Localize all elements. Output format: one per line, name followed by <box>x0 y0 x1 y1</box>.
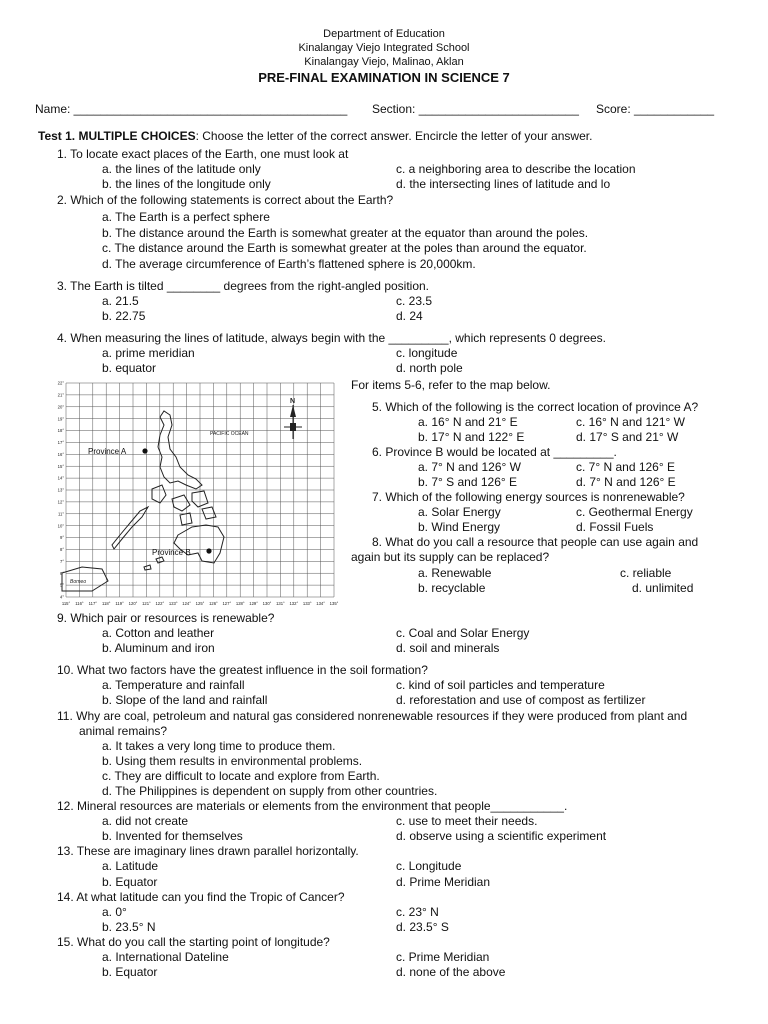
latitude-tick-label: 18° <box>57 428 64 434</box>
province-b-label: Province B <box>152 548 191 557</box>
q12-option-a[interactable]: a. did not create <box>102 814 189 828</box>
exam-title: PRE-FINAL EXAMINATION IN SCIENCE 7 <box>258 70 510 85</box>
q15-text: 15. What do you call the starting point of longitude? <box>57 935 330 949</box>
longitude-tick-label: 128° <box>235 601 245 606</box>
q9-option-a[interactable]: a. Cotton and leather <box>102 626 215 640</box>
q9-option-d[interactable]: d. soil and minerals <box>396 641 500 655</box>
luzon-island <box>158 411 202 489</box>
q3-option-c[interactable]: c. 23.5 <box>396 294 433 308</box>
score-field[interactable]: Score: ____________ <box>596 102 715 116</box>
latitude-tick-label: 8° <box>59 547 64 553</box>
q4-option-d[interactable]: d. north pole <box>396 361 463 375</box>
q10-option-b[interactable]: b. Slope of the land and rainfall <box>102 693 268 707</box>
longitude-tick-label: 135° <box>329 601 339 606</box>
q2-text: 2. Which of the following statements is correct about the Earth? <box>57 193 394 207</box>
q12-option-c[interactable]: c. use to meet their needs. <box>396 814 538 828</box>
q14-option-a[interactable]: a. 0° <box>102 905 127 919</box>
sulu-islands <box>144 557 164 570</box>
q13-option-b[interactable]: b. Equator <box>102 875 158 889</box>
province-a-label: Province A <box>88 447 127 456</box>
longitude-tick-label: 131° <box>276 601 285 606</box>
q2-option-d[interactable]: d. The average circumference of Earth’s flattened sphere is 20,000km. <box>102 257 476 271</box>
latitude-tick-label: 17° <box>57 440 64 446</box>
province-a-dot <box>142 448 147 453</box>
visayas-islands <box>172 491 216 525</box>
longitude-tick-label: 132° <box>289 601 299 606</box>
q8-option-b[interactable]: b. recyclable <box>418 581 486 595</box>
q2-option-c[interactable]: c. The distance around the Earth is somewhat greater at the poles than around the equator. <box>102 241 587 255</box>
q15-option-d[interactable]: d. none of the above <box>396 965 506 979</box>
q13-text: 13. These are imaginary lines drawn parallel horizontally. <box>57 844 359 858</box>
longitude-tick-label: 116° <box>75 601 84 606</box>
q6-text: 6. Province B would be located at _________. <box>372 445 617 459</box>
longitude-tick-label: 120° <box>128 601 138 606</box>
q7-option-c[interactable]: c. Geothermal Energy <box>576 505 693 519</box>
q3-option-b[interactable]: b. 22.75 <box>102 309 146 323</box>
longitude-tick-labels <box>62 601 339 606</box>
palawan-island <box>112 507 148 549</box>
q9-option-c[interactable]: c. Coal and Solar Energy <box>396 626 530 640</box>
q1-option-b[interactable]: b. the lines of the longitude only <box>102 177 271 191</box>
q4-option-a[interactable]: a. prime meridian <box>102 346 195 360</box>
q14-option-c[interactable]: c. 23° N <box>396 905 439 919</box>
q7-text: 7. Which of the following energy sources is nonrenewable? <box>372 490 685 504</box>
q2-option-b[interactable]: b. The distance around the Earth is somewhat greater at the equator than around the poles. <box>102 226 589 240</box>
q10-text: 10. What two factors have the greatest influence in the soil formation? <box>57 663 428 677</box>
longitude-tick-label: 118° <box>102 601 111 606</box>
q10-option-c[interactable]: c. kind of soil particles and temperature <box>396 678 605 692</box>
longitude-tick-label: 129° <box>249 601 258 606</box>
q13-option-a[interactable]: a. Latitude <box>102 859 159 873</box>
name-field[interactable]: Name: _________________________________________ <box>35 102 348 116</box>
q15-option-a[interactable]: a. International Dateline <box>102 950 229 964</box>
q12-text: 12. Mineral resources are materials or elements from the environment that people___________. <box>57 799 568 813</box>
q11-option-d[interactable]: d. The Philippines is dependent on supply from other countries. <box>102 784 438 798</box>
q3-text: 3. The Earth is tilted ________ degrees from the right-angled position. <box>57 279 430 293</box>
q11-option-b[interactable]: b. Using them results in environmental problems. <box>102 754 363 768</box>
q13-option-c[interactable]: c. Longitude <box>396 859 462 873</box>
longitude-tick-label: 130° <box>262 601 272 606</box>
q8-option-a[interactable]: a. Renewable <box>418 566 492 580</box>
test1-instruction: : Choose the letter of the correct answer. Encircle the letter of your answer. <box>195 129 593 143</box>
q5-option-a[interactable]: a. 16° N and 21° E <box>418 415 518 429</box>
latitude-tick-label: 6° <box>59 570 64 576</box>
school-name: Kinalangay Viejo Integrated School <box>298 42 470 54</box>
test1-label: Test 1. MULTIPLE CHOICES <box>38 129 196 143</box>
q11-text-line1: 11. Why are coal, petroleum and natural gas considered nonrenewable resources if they were produced from plant and <box>57 709 688 723</box>
q15-option-b[interactable]: b. Equator <box>102 965 158 979</box>
mindanao-island <box>174 525 224 563</box>
q14-text: 14. At what latitude can you find the Tropic of Cancer? <box>57 890 345 904</box>
q3-option-d[interactable]: d. 24 <box>396 309 423 323</box>
q10-option-d[interactable]: d. reforestation and use of compost as fertilizer <box>396 693 646 707</box>
longitude-tick-label: 122° <box>155 601 165 606</box>
q7-option-a[interactable]: a. Solar Energy <box>418 505 501 519</box>
q11-text-line2: animal remains? <box>79 724 168 738</box>
q8-text-line2: again but its supply can be replaced? <box>351 550 550 564</box>
longitude-tick-label: 121° <box>142 601 151 606</box>
q4-option-c[interactable]: c. longitude <box>396 346 458 360</box>
longitude-tick-label: 133° <box>302 601 312 606</box>
q11-option-a[interactable]: a. It takes a very long time to produce them. <box>102 739 336 753</box>
province-b-dot <box>206 548 211 553</box>
latitude-tick-label: 14° <box>57 475 64 481</box>
q6-option-d[interactable]: d. 7° N and 126° E <box>576 475 676 489</box>
longitude-tick-label: 134° <box>316 601 325 606</box>
pacific-ocean-label: PACIFIC OCEAN <box>210 431 249 437</box>
longitude-tick-label: 115° <box>61 601 71 606</box>
q6-option-c[interactable]: c. 7° N and 126° E <box>576 460 675 474</box>
q8-text-line1: 8. What do you call a resource that people can use again and <box>372 535 699 549</box>
latitude-tick-labels <box>58 381 65 600</box>
section-field[interactable]: Section: ________________________ <box>372 102 579 116</box>
latitude-tick-label: 22° <box>57 380 64 386</box>
q3-option-a[interactable]: a. 21.5 <box>102 294 139 308</box>
latitude-tick-label: 13° <box>57 487 64 493</box>
longitude-tick-label: 123° <box>168 601 178 606</box>
q7-option-d[interactable]: d. Fossil Fuels <box>576 520 654 534</box>
latitude-tick-label: 9° <box>59 535 64 541</box>
borneo-label: Borneo <box>70 579 87 585</box>
latitude-tick-label: 21° <box>57 392 64 398</box>
q8-option-d[interactable]: d. unlimited <box>632 581 694 595</box>
mindoro-island <box>152 485 166 503</box>
q4-option-b[interactable]: b. equator <box>102 361 157 375</box>
q15-option-c[interactable]: c. Prime Meridian <box>396 950 490 964</box>
map-reference-note: For items 5-6, refer to the map below. <box>351 378 551 392</box>
q9-option-b[interactable]: b. Aluminum and iron <box>102 641 215 655</box>
longitude-tick-label: 117° <box>88 601 97 606</box>
q12-option-d[interactable]: d. observe using a scientific experiment <box>396 829 607 843</box>
test1-heading <box>38 129 592 144</box>
q7-option-b[interactable]: b. Wind Energy <box>418 520 501 534</box>
longitude-tick-label: 119° <box>115 601 124 606</box>
q13-option-d[interactable]: d. Prime Meridian <box>396 875 491 889</box>
school-address: Kinalangay Viejo, Malinao, Aklan <box>304 56 464 68</box>
dept-name: Department of Education <box>323 28 445 40</box>
latitude-tick-label: 7° <box>59 558 64 564</box>
q2-option-a[interactable]: a. The Earth is a perfect sphere <box>102 210 270 224</box>
q1-text: 1. To locate exact places of the Earth, one must look at <box>57 147 349 161</box>
latitude-tick-label: 5° <box>59 582 64 588</box>
q1-option-d[interactable]: d. the intersecting lines of latitude and lo <box>396 177 611 191</box>
q5-option-b[interactable]: b. 17° N and 122° E <box>418 430 525 444</box>
latitude-tick-label: 20° <box>57 404 64 410</box>
longitude-tick-label: 124° <box>182 601 191 606</box>
q14-option-b[interactable]: b. 23.5° N <box>102 920 156 934</box>
latitude-tick-label: 15° <box>57 463 64 469</box>
latitude-tick-label: 4° <box>59 594 64 600</box>
q5-text: 5. Which of the following is the correct location of province A? <box>372 400 699 414</box>
q9-text: 9. Which pair or resources is renewable? <box>57 611 275 625</box>
latitude-tick-label: 16° <box>57 451 64 457</box>
latitude-tick-label: 10° <box>57 523 64 529</box>
q5-option-c[interactable]: c. 16° N and 121° W <box>576 415 685 429</box>
longitude-tick-label: 125° <box>195 601 205 606</box>
q6-option-b[interactable]: b. 7° S and 126° E <box>418 475 517 489</box>
q12-option-b[interactable]: b. Invented for themselves <box>102 829 243 843</box>
latitude-tick-label: 11° <box>57 511 64 517</box>
q6-option-a[interactable]: a. 7° N and 126° W <box>418 460 521 474</box>
q14-option-d[interactable]: d. 23.5° S <box>396 920 449 934</box>
latitude-tick-label: 19° <box>57 416 64 422</box>
q1-option-a[interactable]: a. the lines of the latitude only <box>102 162 261 176</box>
q8-option-c[interactable]: c. reliable <box>620 566 672 580</box>
q4-text: 4. When measuring the lines of latitude, always begin with the _________, which represents 0 degrees. <box>57 331 606 345</box>
longitude-tick-label: 127° <box>222 601 232 606</box>
latitude-tick-label: 12° <box>57 499 64 505</box>
q11-option-c[interactable]: c. They are difficult to locate and explore from Earth. <box>102 769 380 783</box>
q1-option-c[interactable]: c. a neighboring area to describe the location <box>396 162 636 176</box>
q10-option-a[interactable]: a. Temperature and rainfall <box>102 678 245 692</box>
q5-option-d[interactable]: d. 17° S and 21° W <box>576 430 679 444</box>
north-label: N <box>290 398 296 405</box>
philippines-grid-map <box>52 377 340 607</box>
longitude-tick-label: 126° <box>209 601 218 606</box>
